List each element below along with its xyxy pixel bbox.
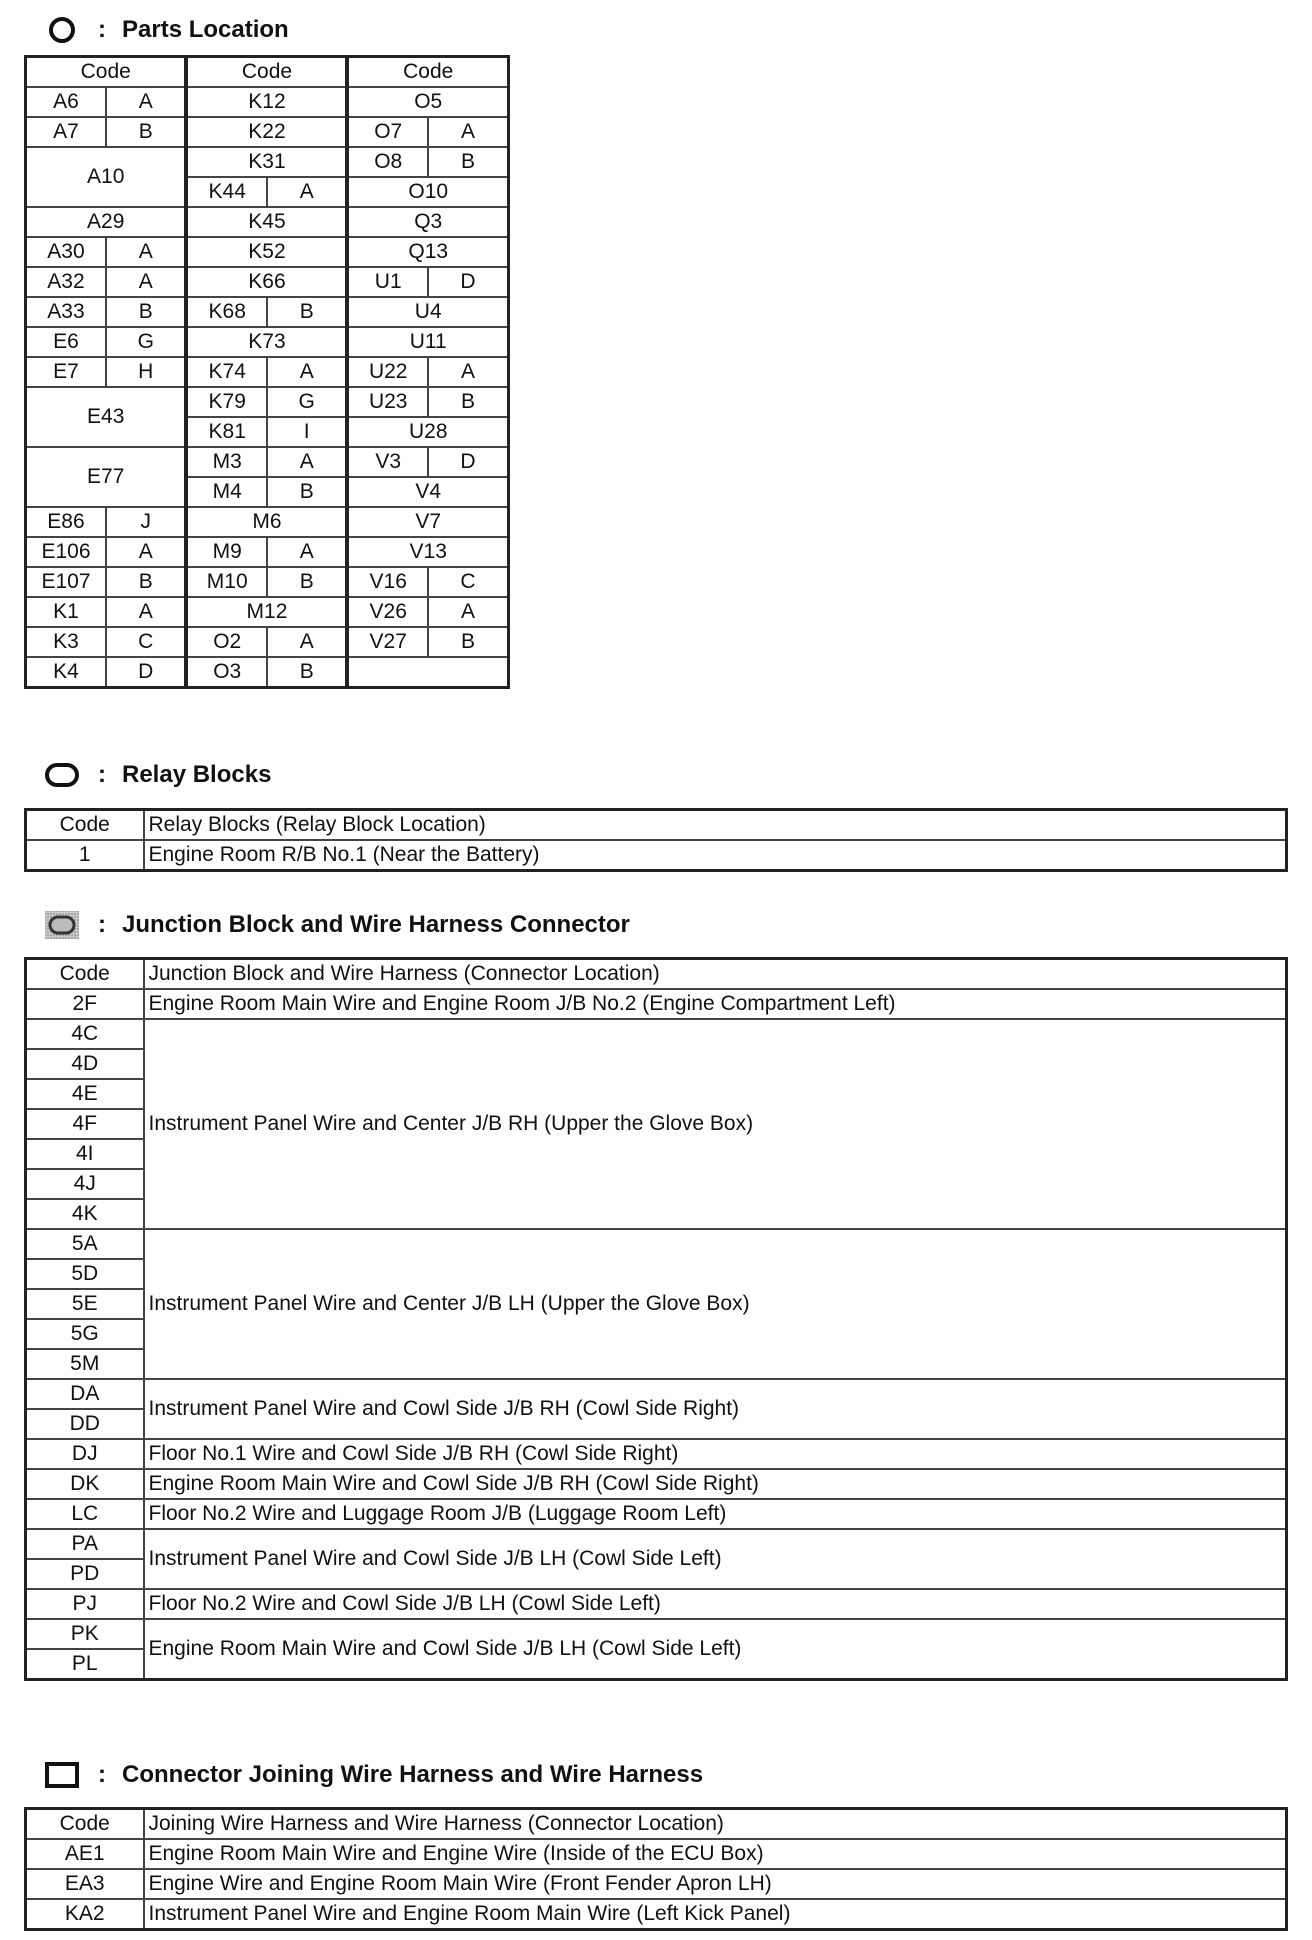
desc-cell: Engine Room Main Wire and Engine Room J/B No.2 (Engine Compartment Left): [144, 989, 1287, 1019]
code-cell: V7: [347, 507, 508, 537]
location-letter-cell: B: [267, 567, 348, 597]
code-cell: V26: [347, 597, 427, 627]
header-desc: Joining Wire Harness and Wire Harness (Connector Location): [144, 1809, 1287, 1840]
header-desc: Junction Block and Wire Harness (Connector Location): [144, 959, 1287, 990]
location-letter-cell: C: [428, 567, 509, 597]
table-row: [26, 1589, 1287, 1619]
location-letter-cell: A: [267, 357, 348, 387]
code-cell: K79: [186, 387, 266, 417]
table-row: [26, 840, 1287, 871]
location-letter-cell: B: [267, 477, 348, 507]
section-title: Connector Joining Wire Harness and Wire Harness: [122, 1761, 704, 1788]
code-cell: A10: [26, 147, 187, 207]
header-code: Code: [347, 57, 508, 88]
code-cell: E77: [26, 447, 187, 507]
code-cell: K1: [26, 597, 106, 627]
desc-cell: Instrument Panel Wire and Cowl Side J/B RH (Cowl Side Right): [144, 1379, 1287, 1439]
code-cell: K3: [26, 627, 106, 657]
connector-joining-heading: [42, 1755, 703, 1795]
location-letter-cell: A: [106, 537, 187, 567]
code-cell: 5D: [26, 1259, 144, 1289]
table-row: [26, 447, 509, 477]
code-cell: U28: [347, 417, 508, 447]
location-letter-cell: B: [267, 297, 348, 327]
colon: :: [98, 911, 106, 938]
location-letter-cell: G: [106, 327, 187, 357]
code-cell: O7: [347, 117, 427, 147]
code-cell: PJ: [26, 1589, 144, 1619]
code-cell: A32: [26, 267, 106, 297]
location-letter-cell: B: [428, 387, 509, 417]
header-code: Code: [186, 57, 347, 88]
table-row: [26, 1619, 1287, 1649]
location-letter-cell: I: [267, 417, 348, 447]
table-row: [26, 1899, 1287, 1930]
location-letter-cell: D: [428, 447, 509, 477]
table-row: [26, 1229, 1287, 1259]
code-cell: K68: [186, 297, 266, 327]
code-cell: M4: [186, 477, 266, 507]
code-cell: K66: [186, 267, 347, 297]
code-cell: A29: [26, 207, 187, 237]
desc-cell: Instrument Panel Wire and Cowl Side J/B LH (Cowl Side Left): [144, 1529, 1287, 1589]
table-row: [26, 147, 509, 177]
code-cell: U1: [347, 267, 427, 297]
location-letter-cell: B: [428, 627, 509, 657]
code-cell: U4: [347, 297, 508, 327]
code-cell: V4: [347, 477, 508, 507]
circle-symbol-icon: [42, 13, 82, 47]
code-cell: LC: [26, 1499, 144, 1529]
table-row: [26, 1019, 1287, 1049]
table-header-row: [26, 959, 1287, 990]
code-cell: U23: [347, 387, 427, 417]
code-cell: A30: [26, 237, 106, 267]
table-header-row: [26, 1809, 1287, 1840]
table-header-row: [26, 57, 509, 88]
code-cell: EA3: [26, 1869, 144, 1899]
header-desc: Relay Blocks (Relay Block Location): [144, 810, 1287, 841]
location-letter-cell: A: [267, 627, 348, 657]
table-row: [26, 357, 509, 387]
code-cell: 2F: [26, 989, 144, 1019]
junction-block-table: [24, 957, 1288, 1681]
location-letter-cell: A: [428, 357, 509, 387]
rounded-rect-symbol-icon: [42, 758, 82, 792]
table-row: [26, 1439, 1287, 1469]
location-letter-cell: A: [267, 447, 348, 477]
location-letter-cell: A: [106, 597, 187, 627]
code-cell: 4I: [26, 1139, 144, 1169]
location-letter-cell: D: [106, 657, 187, 688]
code-cell: K74: [186, 357, 266, 387]
table-row: [26, 567, 509, 597]
code-cell: 5A: [26, 1229, 144, 1259]
table-row: [26, 1839, 1287, 1869]
table-row: [26, 657, 509, 688]
table-row: [26, 207, 509, 237]
code-cell: 5E: [26, 1289, 144, 1319]
table-row: [26, 387, 509, 417]
code-cell: V13: [347, 537, 508, 567]
desc-cell: Floor No.2 Wire and Luggage Room J/B (Luggage Room Left): [144, 1499, 1287, 1529]
colon: :: [98, 1761, 106, 1788]
table-row: [26, 117, 509, 147]
code-cell: O5: [347, 87, 508, 117]
location-letter-cell: B: [267, 657, 348, 688]
code-cell: M10: [186, 567, 266, 597]
code-cell: U22: [347, 357, 427, 387]
table-row: [26, 1869, 1287, 1899]
header-code: Code: [26, 57, 187, 88]
header-code: Code: [26, 810, 144, 841]
desc-cell: Instrument Panel Wire and Center J/B LH (Upper the Glove Box): [144, 1229, 1287, 1379]
table-row: [26, 989, 1287, 1019]
shaded-rounded-rect-symbol-icon: [42, 908, 82, 942]
location-letter-cell: A: [267, 177, 348, 207]
section-title: Parts Location: [122, 16, 289, 43]
colon: :: [98, 16, 106, 43]
section-title: Junction Block and Wire Harness Connector: [122, 911, 630, 938]
code-cell: V16: [347, 567, 427, 597]
code-cell: KA2: [26, 1899, 144, 1930]
table-row: [26, 1379, 1287, 1409]
location-letter-cell: A: [428, 117, 509, 147]
code-cell: 5M: [26, 1349, 144, 1379]
code-cell: O3: [186, 657, 266, 688]
code-cell: O2: [186, 627, 266, 657]
colon: :: [98, 761, 106, 788]
relay-blocks-heading: [42, 755, 271, 795]
code-cell: K73: [186, 327, 347, 357]
table-row: [26, 297, 509, 327]
code-cell: K31: [186, 147, 347, 177]
table-row: [26, 327, 509, 357]
code-cell: 5G: [26, 1319, 144, 1349]
table-row: [26, 1469, 1287, 1499]
code-cell: 4E: [26, 1079, 144, 1109]
code-cell: E43: [26, 387, 187, 447]
code-cell: PD: [26, 1559, 144, 1589]
code-cell: K22: [186, 117, 347, 147]
desc-cell: Instrument Panel Wire and Engine Room Main Wire (Left Kick Panel): [144, 1899, 1287, 1930]
location-letter-cell: C: [106, 627, 187, 657]
code-cell: M12: [186, 597, 347, 627]
header-code: Code: [26, 1809, 144, 1840]
code-cell: U11: [347, 327, 508, 357]
code-cell: DK: [26, 1469, 144, 1499]
code-cell: DD: [26, 1409, 144, 1439]
junction-block-heading: [42, 905, 630, 945]
code-cell: K12: [186, 87, 347, 117]
code-cell: Q13: [347, 237, 508, 267]
code-cell: PA: [26, 1529, 144, 1559]
code-cell: K52: [186, 237, 347, 267]
code-cell: 4C: [26, 1019, 144, 1049]
code-cell: K45: [186, 207, 347, 237]
table-row: [26, 1529, 1287, 1559]
code-cell: V3: [347, 447, 427, 477]
location-letter-cell: B: [106, 117, 187, 147]
table-row: [26, 237, 509, 267]
code-cell: Q3: [347, 207, 508, 237]
desc-cell: Engine Room Main Wire and Cowl Side J/B RH (Cowl Side Right): [144, 1469, 1287, 1499]
location-letter-cell: D: [428, 267, 509, 297]
header-code: Code: [26, 959, 144, 990]
code-cell: K4: [26, 657, 106, 688]
code-cell: E107: [26, 567, 106, 597]
code-cell: 4J: [26, 1169, 144, 1199]
code-cell: 4F: [26, 1109, 144, 1139]
code-cell: DJ: [26, 1439, 144, 1469]
code-cell: PL: [26, 1649, 144, 1680]
code-cell: M9: [186, 537, 266, 567]
relay-blocks-table: [24, 808, 1288, 872]
desc-cell: Engine Wire and Engine Room Main Wire (Front Fender Apron LH): [144, 1869, 1287, 1899]
code-cell: PK: [26, 1619, 144, 1649]
table-row: [26, 87, 509, 117]
desc-cell: Instrument Panel Wire and Center J/B RH (Upper the Glove Box): [144, 1019, 1287, 1229]
desc-cell: Floor No.1 Wire and Cowl Side J/B RH (Cowl Side Right): [144, 1439, 1287, 1469]
code-cell: O8: [347, 147, 427, 177]
code-cell: V27: [347, 627, 427, 657]
desc-cell: Engine Room Main Wire and Cowl Side J/B LH (Cowl Side Left): [144, 1619, 1287, 1680]
code-cell: [347, 657, 508, 688]
desc-cell: Engine Room R/B No.1 (Near the Battery): [144, 840, 1287, 871]
parts-location-table: [24, 55, 510, 689]
location-letter-cell: B: [106, 297, 187, 327]
code-cell: 1: [26, 840, 144, 871]
code-cell: E106: [26, 537, 106, 567]
table-row: [26, 597, 509, 627]
table-row: [26, 537, 509, 567]
location-letter-cell: B: [106, 567, 187, 597]
location-letter-cell: H: [106, 357, 187, 387]
location-letter-cell: J: [106, 507, 187, 537]
desc-cell: Engine Room Main Wire and Engine Wire (Inside of the ECU Box): [144, 1839, 1287, 1869]
table-header-row: [26, 810, 1287, 841]
code-cell: K81: [186, 417, 266, 447]
square-symbol-icon: [42, 1758, 82, 1792]
desc-cell: Floor No.2 Wire and Cowl Side J/B LH (Cowl Side Left): [144, 1589, 1287, 1619]
table-row: [26, 1499, 1287, 1529]
code-cell: E7: [26, 357, 106, 387]
code-cell: 4D: [26, 1049, 144, 1079]
code-cell: A6: [26, 87, 106, 117]
code-cell: AE1: [26, 1839, 144, 1869]
location-letter-cell: B: [428, 147, 509, 177]
table-row: [26, 507, 509, 537]
code-cell: 4K: [26, 1199, 144, 1229]
code-cell: M6: [186, 507, 347, 537]
section-title: Relay Blocks: [122, 761, 272, 788]
location-letter-cell: A: [106, 237, 187, 267]
code-cell: M3: [186, 447, 266, 477]
location-letter-cell: A: [428, 597, 509, 627]
table-row: [26, 267, 509, 297]
connector-joining-table: [24, 1807, 1288, 1931]
parts-location-heading: [42, 10, 289, 50]
location-letter-cell: G: [267, 387, 348, 417]
code-cell: A33: [26, 297, 106, 327]
location-letter-cell: A: [106, 267, 187, 297]
location-letter-cell: A: [267, 537, 348, 567]
code-cell: A7: [26, 117, 106, 147]
code-cell: E86: [26, 507, 106, 537]
code-cell: E6: [26, 327, 106, 357]
location-letter-cell: A: [106, 87, 187, 117]
code-cell: K44: [186, 177, 266, 207]
code-cell: DA: [26, 1379, 144, 1409]
table-row: [26, 627, 509, 657]
code-cell: O10: [347, 177, 508, 207]
